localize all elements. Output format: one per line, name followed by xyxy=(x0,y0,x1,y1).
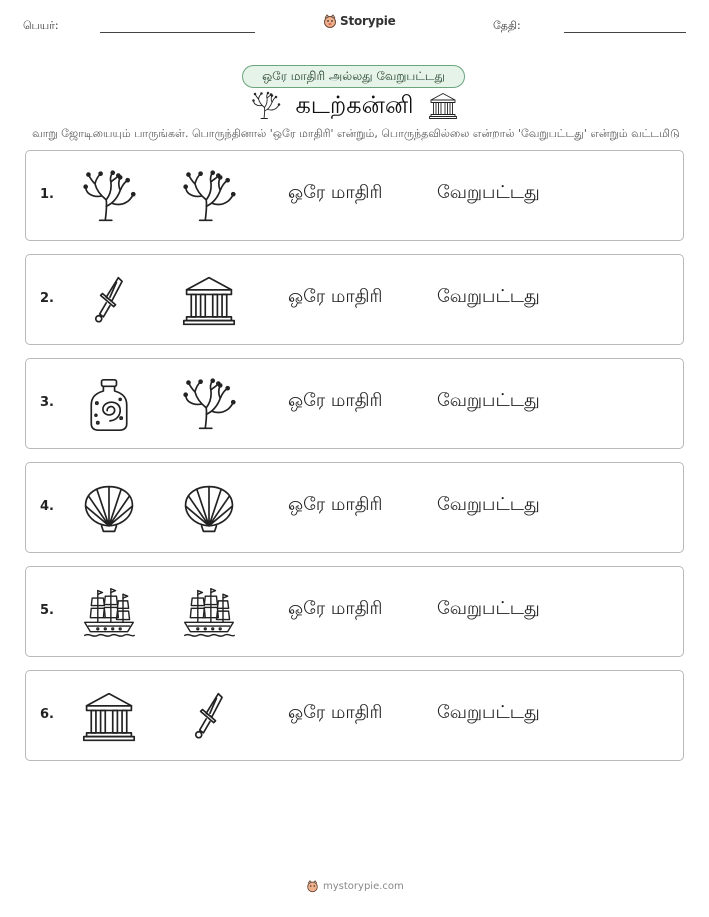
page-title: கடற்கன்னி xyxy=(295,90,414,119)
different-option[interactable]: வேறுபட்டது xyxy=(437,598,540,619)
same-option[interactable]: ஒரே மாதிரி xyxy=(288,182,383,203)
same-option[interactable]: ஒரே மாதிரி xyxy=(288,390,383,411)
coral-icon xyxy=(251,91,281,121)
question-card xyxy=(25,462,684,553)
question-number: 6. xyxy=(40,707,54,722)
same-option[interactable]: ஒரே மாதிரி xyxy=(288,494,383,515)
dagger-icon xyxy=(81,273,137,329)
worksheet-type-badge: ஒரே மாதிரி அல்லது வேறுபட்டது xyxy=(242,65,465,88)
coral-icon xyxy=(81,169,137,225)
different-option[interactable]: வேறுபட்டது xyxy=(437,494,540,515)
question-number: 5. xyxy=(40,603,54,618)
question-card xyxy=(25,670,684,761)
different-option[interactable]: வேறுபட்டது xyxy=(437,390,540,411)
temple-icon xyxy=(81,689,137,745)
question-card xyxy=(25,254,684,345)
storypie-mascot-icon xyxy=(323,13,337,29)
coral-icon xyxy=(181,169,237,225)
brand-logo xyxy=(323,13,396,29)
same-option[interactable]: ஒரே மாதிரி xyxy=(288,286,383,307)
question-card xyxy=(25,358,684,449)
ship-icon xyxy=(81,585,137,641)
shell-icon xyxy=(81,481,137,537)
same-option[interactable]: ஒரே மாதிரி xyxy=(288,702,383,723)
different-option[interactable]: வேறுபட்டது xyxy=(437,286,540,307)
same-option[interactable]: ஒரே மாதிரி xyxy=(288,598,383,619)
instructions: வாறு ஜோடியையும் பாருங்கள். பொருந்தினால் 'ஒரே மாதிரி' என்றும், பொருந்தவில்லை என்றால் 'வேறுபட்டது' என்றும் வட்டமிடு xyxy=(32,127,680,140)
temple-icon xyxy=(428,91,458,121)
date-label: தேதி: xyxy=(493,19,521,32)
different-option[interactable]: வேறுபட்டது xyxy=(437,182,540,203)
question-card xyxy=(25,150,684,241)
question-number: 3. xyxy=(40,395,54,410)
shell-icon xyxy=(181,481,237,537)
coral-icon xyxy=(181,377,237,433)
different-option[interactable]: வேறுபட்டது xyxy=(437,702,540,723)
question-card xyxy=(25,566,684,657)
question-number: 1. xyxy=(40,187,54,202)
brand-name: Storypie xyxy=(340,14,396,28)
storypie-mascot-icon xyxy=(306,879,319,893)
name-line[interactable] xyxy=(100,32,255,33)
bottle-icon xyxy=(81,377,137,433)
footer xyxy=(306,879,404,893)
question-number: 2. xyxy=(40,291,54,306)
dagger-icon xyxy=(181,689,237,745)
name-label: பெயர்: xyxy=(23,19,59,32)
question-number: 4. xyxy=(40,499,54,514)
title-row xyxy=(0,90,709,122)
date-line[interactable] xyxy=(564,32,686,33)
temple-icon xyxy=(181,273,237,329)
ship-icon xyxy=(181,585,237,641)
footer-site-link[interactable]: mystorypie.com xyxy=(323,880,404,892)
